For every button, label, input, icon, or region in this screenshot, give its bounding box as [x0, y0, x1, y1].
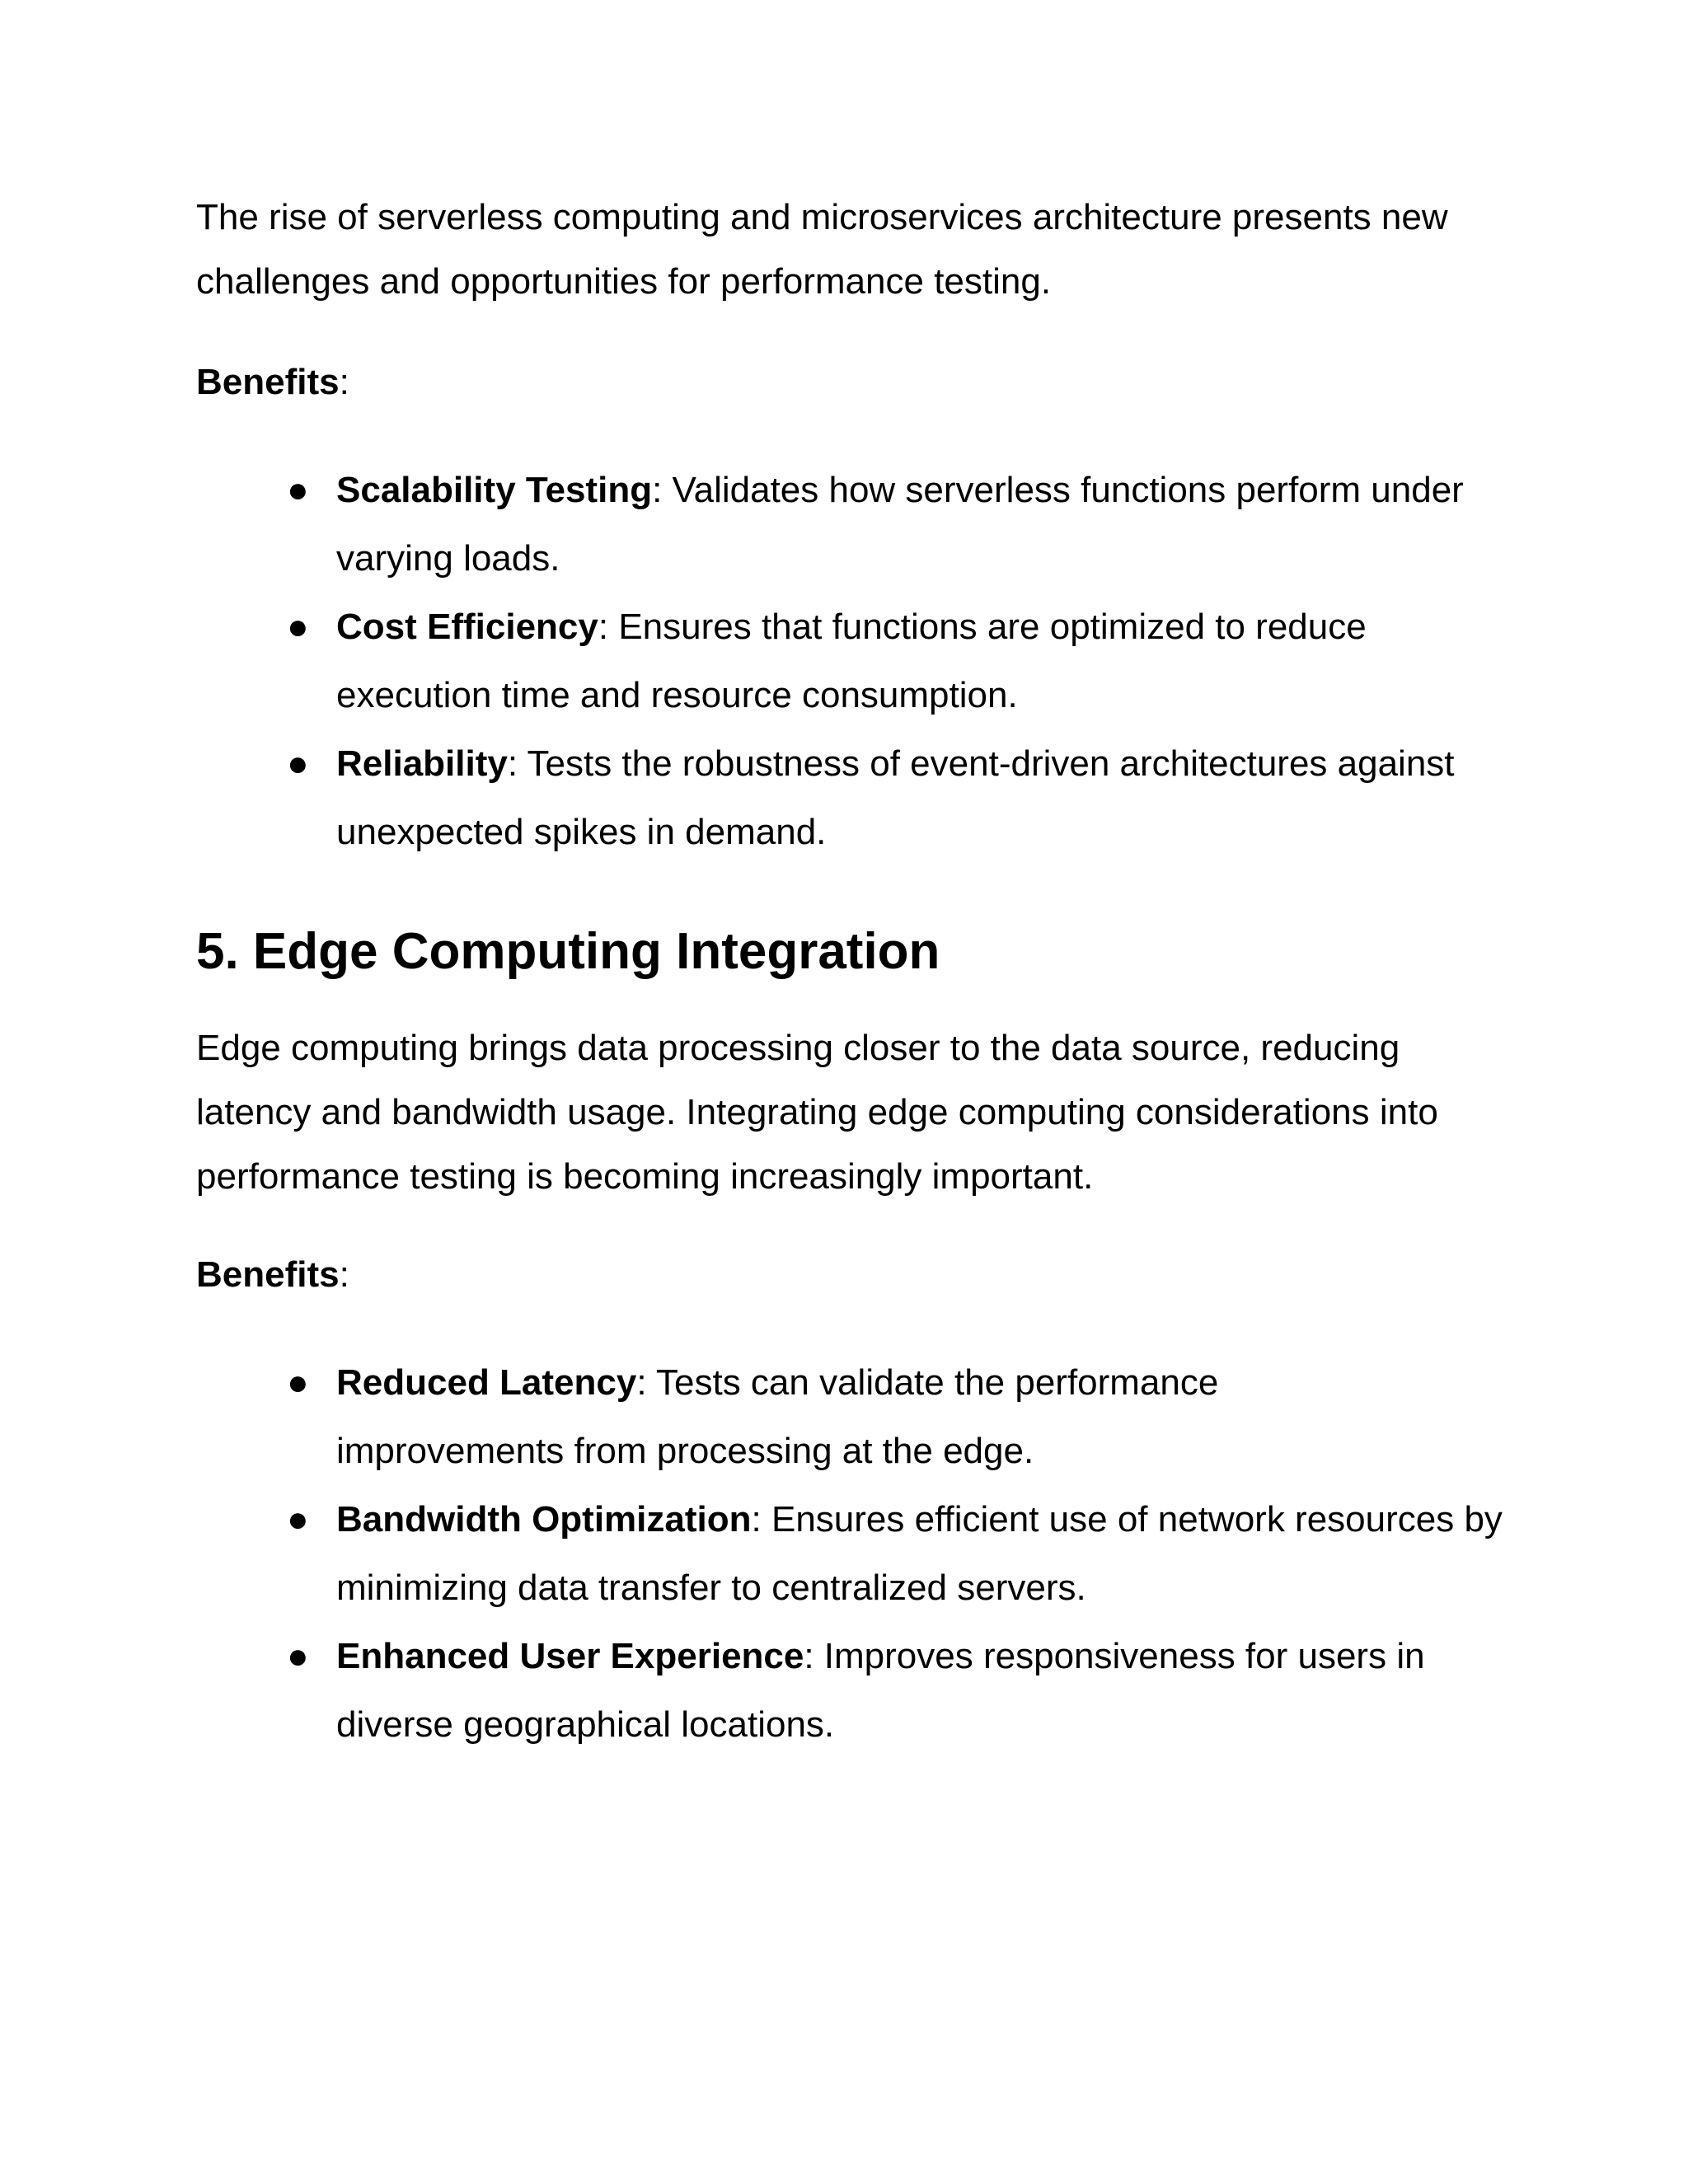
list-item — [196, 456, 1515, 593]
list-item-title: Reduced Latency — [336, 1362, 637, 1403]
bullet-icon: ● — [287, 470, 309, 510]
list-item-text: : Ensures efficient use of network resources by minimizing data transfer to centralized servers. — [336, 1499, 1503, 1608]
section4-benefits-list — [196, 456, 1531, 866]
bullet-icon: ● — [287, 607, 309, 647]
list-item — [196, 593, 1515, 729]
section5-intro: Edge computing brings data processing closer to the data source, reducing latency and bandwidth usage. Integrating edge computing considerations into performance testing is becoming increasingly important. — [196, 1028, 1438, 1197]
list-item — [196, 1485, 1515, 1622]
list-item — [196, 1622, 1515, 1759]
section4-intro: The rise of serverless computing and microservices architecture presents new challenges and opportunities for performance testing. — [196, 197, 1448, 302]
benefits-colon: : — [339, 1254, 349, 1295]
section4-benefits-label — [196, 358, 349, 407]
list-item-title: Reliability — [336, 743, 508, 784]
list-item-title: Cost Efficiency — [336, 607, 598, 647]
bullet-icon: ● — [287, 743, 309, 784]
list-item-title: Bandwidth Optimization — [336, 1499, 752, 1540]
benefits-bold: Benefits — [196, 1254, 340, 1295]
list-item — [196, 1348, 1432, 1485]
bullet-icon: ● — [287, 1499, 309, 1540]
section5-benefits-label — [196, 1250, 349, 1300]
list-item — [196, 729, 1515, 866]
list-item-text: : Ensures that functions are optimized to reduce execution time and resource consumption. — [336, 607, 1367, 715]
list-item-title: Enhanced User Experience — [336, 1636, 804, 1676]
list-item-text: : Validates how serverless functions perform under varying loads. — [336, 470, 1464, 579]
list-item-text: : Tests can validate the performance improvements from processing at the edge. — [336, 1362, 1219, 1471]
list-item-title: Scalability Testing — [336, 470, 653, 510]
bullet-icon: ● — [287, 1636, 309, 1676]
list-item-text: : Tests the robustness of event-driven architectures against unexpected spikes in demand. — [336, 743, 1455, 852]
section5-benefits-list — [196, 1348, 1531, 1759]
benefits-bold: Benefits — [196, 362, 340, 402]
section5-heading: 5. Edge Computing Integration — [196, 923, 940, 980]
bullet-icon: ● — [287, 1362, 309, 1403]
benefits-colon: : — [339, 362, 349, 402]
list-item-text: : Improves responsiveness for users in diverse geographical locations. — [336, 1636, 1425, 1745]
